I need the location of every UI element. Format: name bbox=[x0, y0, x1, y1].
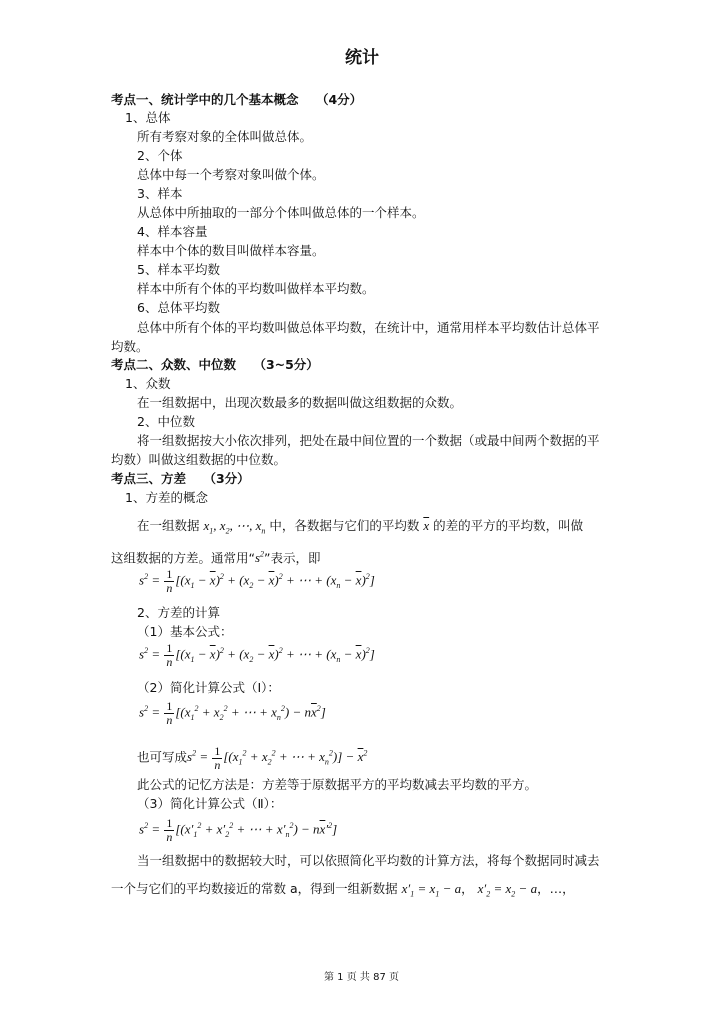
s2-median-desc-1: 将一组数据按大小依次排列，把处在最中间位置的一个数据（或最中间两个数据的平 bbox=[137, 433, 600, 448]
s1-item6-heading: 6、总体平均数 bbox=[137, 300, 220, 315]
s3-last-line1: 当一组数据中的数据较大时，可以依照简化平均数的计算方法，将每个数据同时减去 bbox=[137, 853, 600, 868]
s1-item6-desc-2: 均数。 bbox=[111, 339, 149, 354]
new-data-formula-2: $x'_2 = x_2 - a$ bbox=[477, 881, 538, 899]
alt-formula: $s^2$ = $\frac{1}{n}$ [($x_1^2 + x_2^2$ + ⋯ + $x_n^2)] - \overline{x}^2$ bbox=[187, 744, 368, 772]
s3-concept-heading: 1、方差的概念 bbox=[125, 490, 208, 505]
s3-simp1-label: （2）简化计算公式（Ⅰ）： bbox=[137, 680, 280, 695]
s3-memo: 此公式的记忆方法是：方差等于原数据平方的平均数减去平均数的平方。 bbox=[137, 777, 538, 792]
s3-also-line: 也可写成$s^2$ = $\frac{1}{n}$ [($x_1^2 + x_2^2$ + ⋯ + $x_n^2)] - \overline{x}^2$ bbox=[137, 744, 368, 772]
s3-concept-line2: 这组数据的方差。通常用“$s^2$”表示，即 bbox=[111, 550, 321, 566]
basic-formula: $s^2$ = $\frac{1}{n}$ [$(x_1 - \overline{x})^2 + (x_2 - \overline{x})^2$ + ⋯ + $(x_n - \overline{x})^2$] bbox=[139, 641, 375, 669]
section-1-heading: 考点一、统计学中的几个基本概念 （4分） bbox=[111, 92, 363, 107]
s3-calc-heading: 2、方差的计算 bbox=[137, 605, 220, 620]
s2-symbol: $s^2$ bbox=[254, 550, 265, 566]
s1-item4-desc: 样本中个体的数目叫做样本容量。 bbox=[137, 243, 325, 258]
data-list-formula: $x_1$, $x_2$, ⋯, $x_n$ bbox=[203, 518, 266, 536]
mean-symbol: $\overline{x}$ bbox=[423, 518, 430, 533]
s1-item5-desc: 样本中所有个体的平均数叫做样本平均数。 bbox=[137, 281, 375, 296]
s2-mode-desc: 在一组数据中，出现次数最多的数据叫做这组数据的众数。 bbox=[137, 395, 463, 410]
s3-last-line2: 一个与它们的平均数接近的常数 a，得到一组新数据 $x'_1 = x_1 - a$， $x'_2 = x_2 - a$，…， bbox=[111, 881, 575, 899]
simplified-formula-1: $s^2$ = $\frac{1}{n}$ [($x_1^2 + x_2^2$ + ⋯ + $x_n^2) - n\overline{x}^2$] bbox=[139, 699, 326, 727]
s1-item1-desc: 所有考察对象的全体叫做总体。 bbox=[137, 129, 313, 144]
s2-median-heading: 2、中位数 bbox=[137, 414, 195, 429]
variance-definition-formula: $s^2$ = $\frac{1}{n}$ [$(x_1 - \overline{x})^2 + (x_2 - \overline{x})^2$ + ⋯ + $(x_n - \overline{x})^2$] bbox=[139, 567, 375, 595]
s1-item6-desc-1: 总体中所有个体的平均数叫做总体平均数，在统计中，通常用样本平均数估计总体平 bbox=[137, 320, 600, 335]
simplified-formula-2: $s^2$ = $\frac{1}{n}$ [($x'_1^2 + x'_2^2$ + ⋯ + $x'_n^2) - n\overline{x}'^2$] bbox=[139, 816, 338, 844]
s1-item1-heading: 1、总体 bbox=[125, 110, 171, 125]
s2-mode-heading: 1、众数 bbox=[125, 376, 171, 391]
s1-item2-heading: 2、个体 bbox=[137, 148, 183, 163]
s3-concept-line1: 在一组数据 $x_1$, $x_2$, ⋯, $x_n$ 中，各数据与它们的平均数 $\overline{x}$ 的差的平方的平均数，叫做 bbox=[137, 518, 584, 536]
section-3-heading: 考点三、方差 （3分） bbox=[111, 471, 250, 486]
s1-item2-desc: 总体中每一个考察对象叫做个体。 bbox=[137, 167, 325, 182]
s2-median-desc-2: 均数）叫做这组数据的中位数。 bbox=[111, 452, 287, 467]
section-2-heading: 考点二、众数、中位数 （3~5分） bbox=[111, 357, 319, 372]
page-title: 统计 bbox=[345, 48, 379, 68]
s3-simp2-label: （3）简化计算公式（Ⅱ）： bbox=[137, 796, 283, 811]
s1-item4-heading: 4、样本容量 bbox=[137, 224, 208, 239]
s3-basic-label: （1）基本公式： bbox=[137, 624, 233, 639]
page-footer: 第 1 页 共 87 页 bbox=[324, 972, 399, 983]
new-data-formula-1: $x'_1 = x_1 - a$ bbox=[401, 881, 462, 899]
s1-item3-desc: 从总体中所抽取的一部分个体叫做总体的一个样本。 bbox=[137, 205, 425, 220]
s1-item5-heading: 5、样本平均数 bbox=[137, 262, 220, 277]
s1-item3-heading: 3、样本 bbox=[137, 186, 183, 201]
